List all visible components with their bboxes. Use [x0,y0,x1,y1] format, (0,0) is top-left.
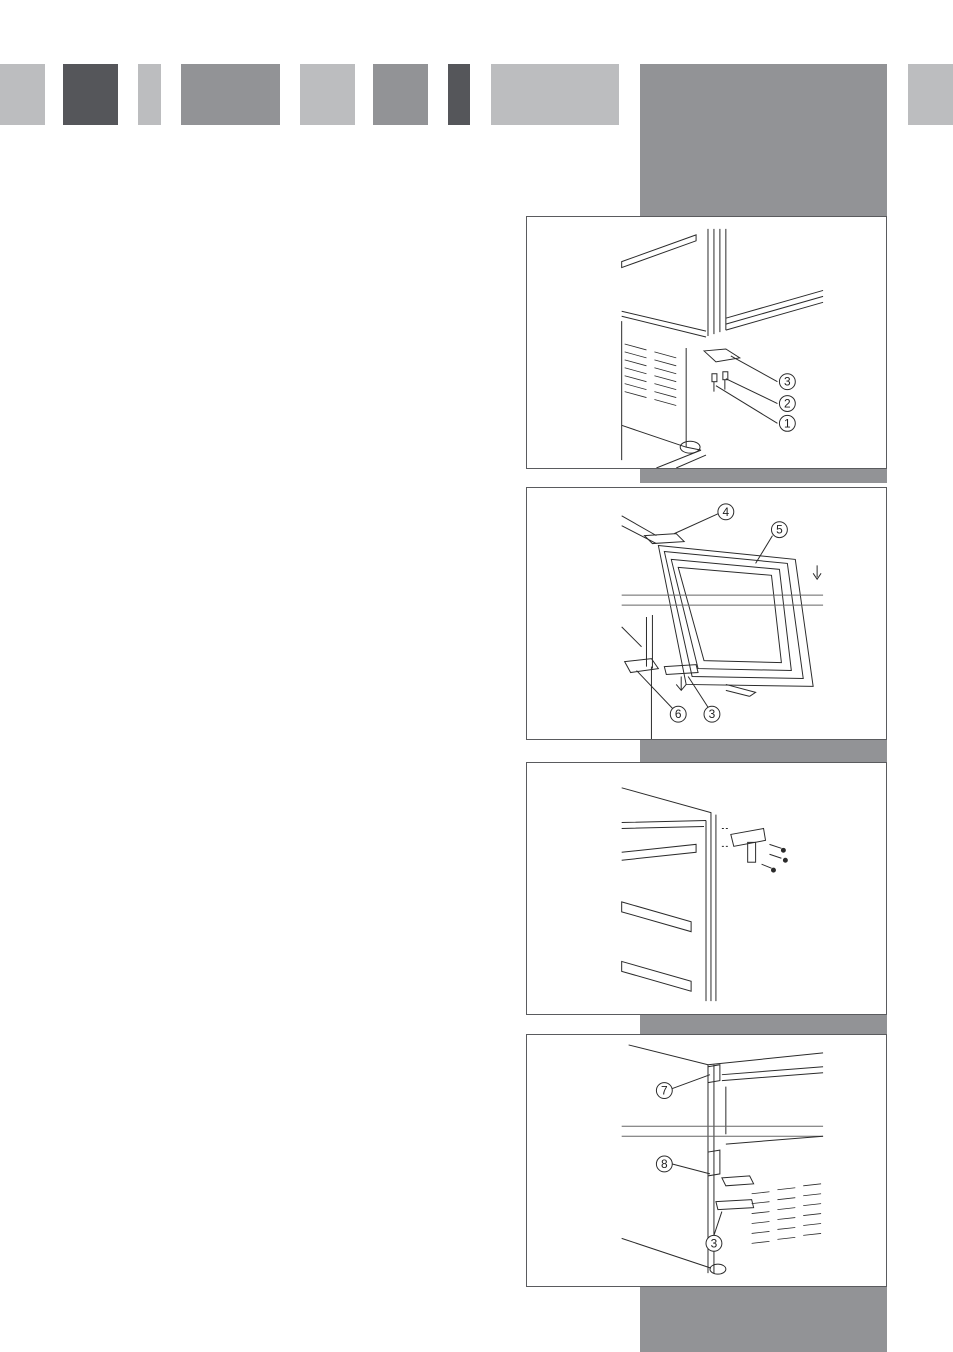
header-tab-3 [138,64,161,125]
header-tab-5 [300,64,355,125]
figure-1-caption-bar [640,469,887,483]
callout-number: 2 [784,396,791,411]
figure-1 [526,216,887,469]
figure-3-drawing [527,763,886,1014]
header-tab-1 [0,64,45,125]
callout-number: 5 [776,522,783,537]
figure-3 [526,762,887,1015]
header-tab-7 [448,64,470,125]
figure-2-caption-bar [640,740,887,762]
callout-number: 1 [784,416,791,431]
callout-number: 3 [784,374,791,389]
header-sidebar-block [640,64,887,217]
figure-2 [526,487,887,740]
figure-1-drawing [527,217,886,468]
footer-sidebar-block [640,1287,887,1352]
header-tab-6 [373,64,428,125]
header-tab-2 [63,64,118,125]
figure-4 [526,1034,887,1287]
header-tab-8 [491,64,619,125]
figure-4-drawing [527,1035,886,1286]
callout-number: 4 [722,504,730,519]
figure-3-caption-bar [640,1015,887,1035]
callout-number: 8 [661,1156,668,1171]
header-tab-4 [181,64,280,125]
header-tab-right [908,64,953,125]
figure-2-drawing [527,488,886,739]
callout-number: 6 [674,707,682,722]
callout-number: 3 [708,707,716,722]
callout-number: 7 [661,1083,668,1098]
callout-number: 3 [710,1236,718,1251]
